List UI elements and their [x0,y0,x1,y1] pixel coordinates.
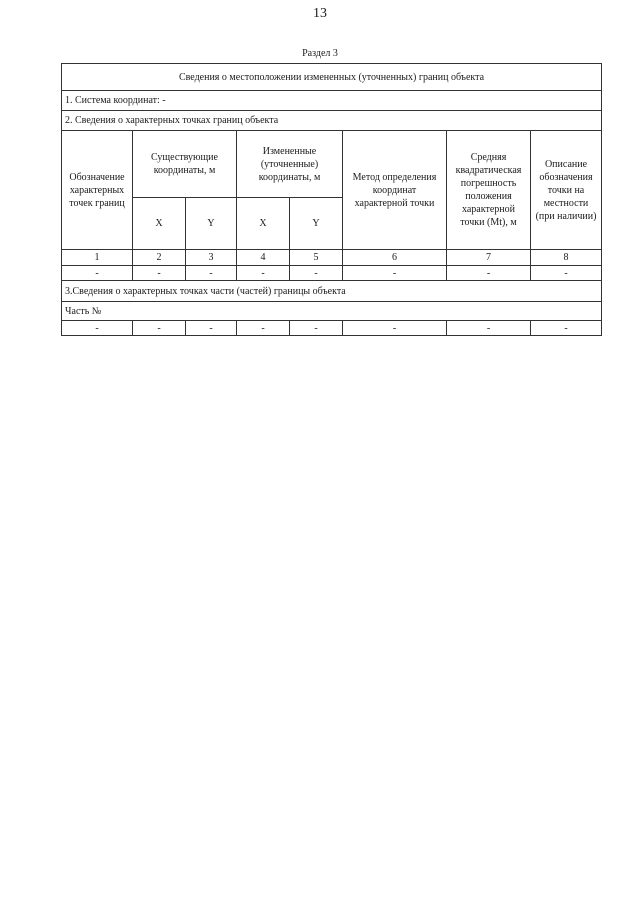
header-existing-y: Y [186,198,237,250]
coord-system-row [62,91,602,111]
header-accuracy: Средняя квадратическая погрешность положения характерной точки (Mt), м [447,131,531,250]
table-cell: - [531,321,602,336]
header-existing-coords: Существующие координаты, м [133,131,237,198]
table-cell: - [62,266,133,281]
table-cell: - [186,266,237,281]
section-label: Раздел 3 [302,48,338,59]
table-cell: - [447,321,531,336]
table-cell: - [237,266,290,281]
header-method: Метод определения координат характерной точки [343,131,447,250]
table-cell: - [343,266,447,281]
table-cell: - [343,321,447,336]
part-label: Часть № [62,302,602,321]
column-number: 4 [237,250,290,266]
column-number: 8 [531,250,602,266]
table-row [62,321,602,336]
table-cell: - [133,321,186,336]
points-heading-row [62,111,602,131]
table-cell: - [237,321,290,336]
table-cell: - [290,266,343,281]
coord-system: 1. Система координат: - [62,91,602,111]
column-numbers-row [62,250,602,266]
column-number: 2 [133,250,186,266]
table-cell: - [186,321,237,336]
header-description: Описание обозначения точки на местности (при наличии) [531,131,602,250]
part-label-row [62,302,602,321]
header-existing-x: X [133,198,186,250]
header-row-1 [62,131,602,198]
column-number: 5 [290,250,343,266]
column-number: 7 [447,250,531,266]
table-row [62,266,602,281]
page-number: 13 [313,6,327,21]
header-designation: Обозначение характерных точек границ [62,131,133,250]
column-number: 6 [343,250,447,266]
parts-heading: 3.Сведения о характерных точках части (частей) границы объекта [62,281,602,302]
column-number: 3 [186,250,237,266]
table-cell: - [531,266,602,281]
parts-heading-row [62,281,602,302]
table-cell: - [447,266,531,281]
table-cell: - [290,321,343,336]
header-changed-coords: Измененные (уточненные) координаты, м [237,131,343,198]
points-heading: 2. Сведения о характерных точках границ объекта [62,111,602,131]
table-title: Сведения о местоположении измененных (уточненных) границ объекта [62,64,602,91]
table-cell: - [62,321,133,336]
header-changed-y: Y [290,198,343,250]
table-title-row [62,64,602,91]
column-number: 1 [62,250,133,266]
header-changed-x: X [237,198,290,250]
table-cell: - [133,266,186,281]
boundaries-table [61,63,602,336]
